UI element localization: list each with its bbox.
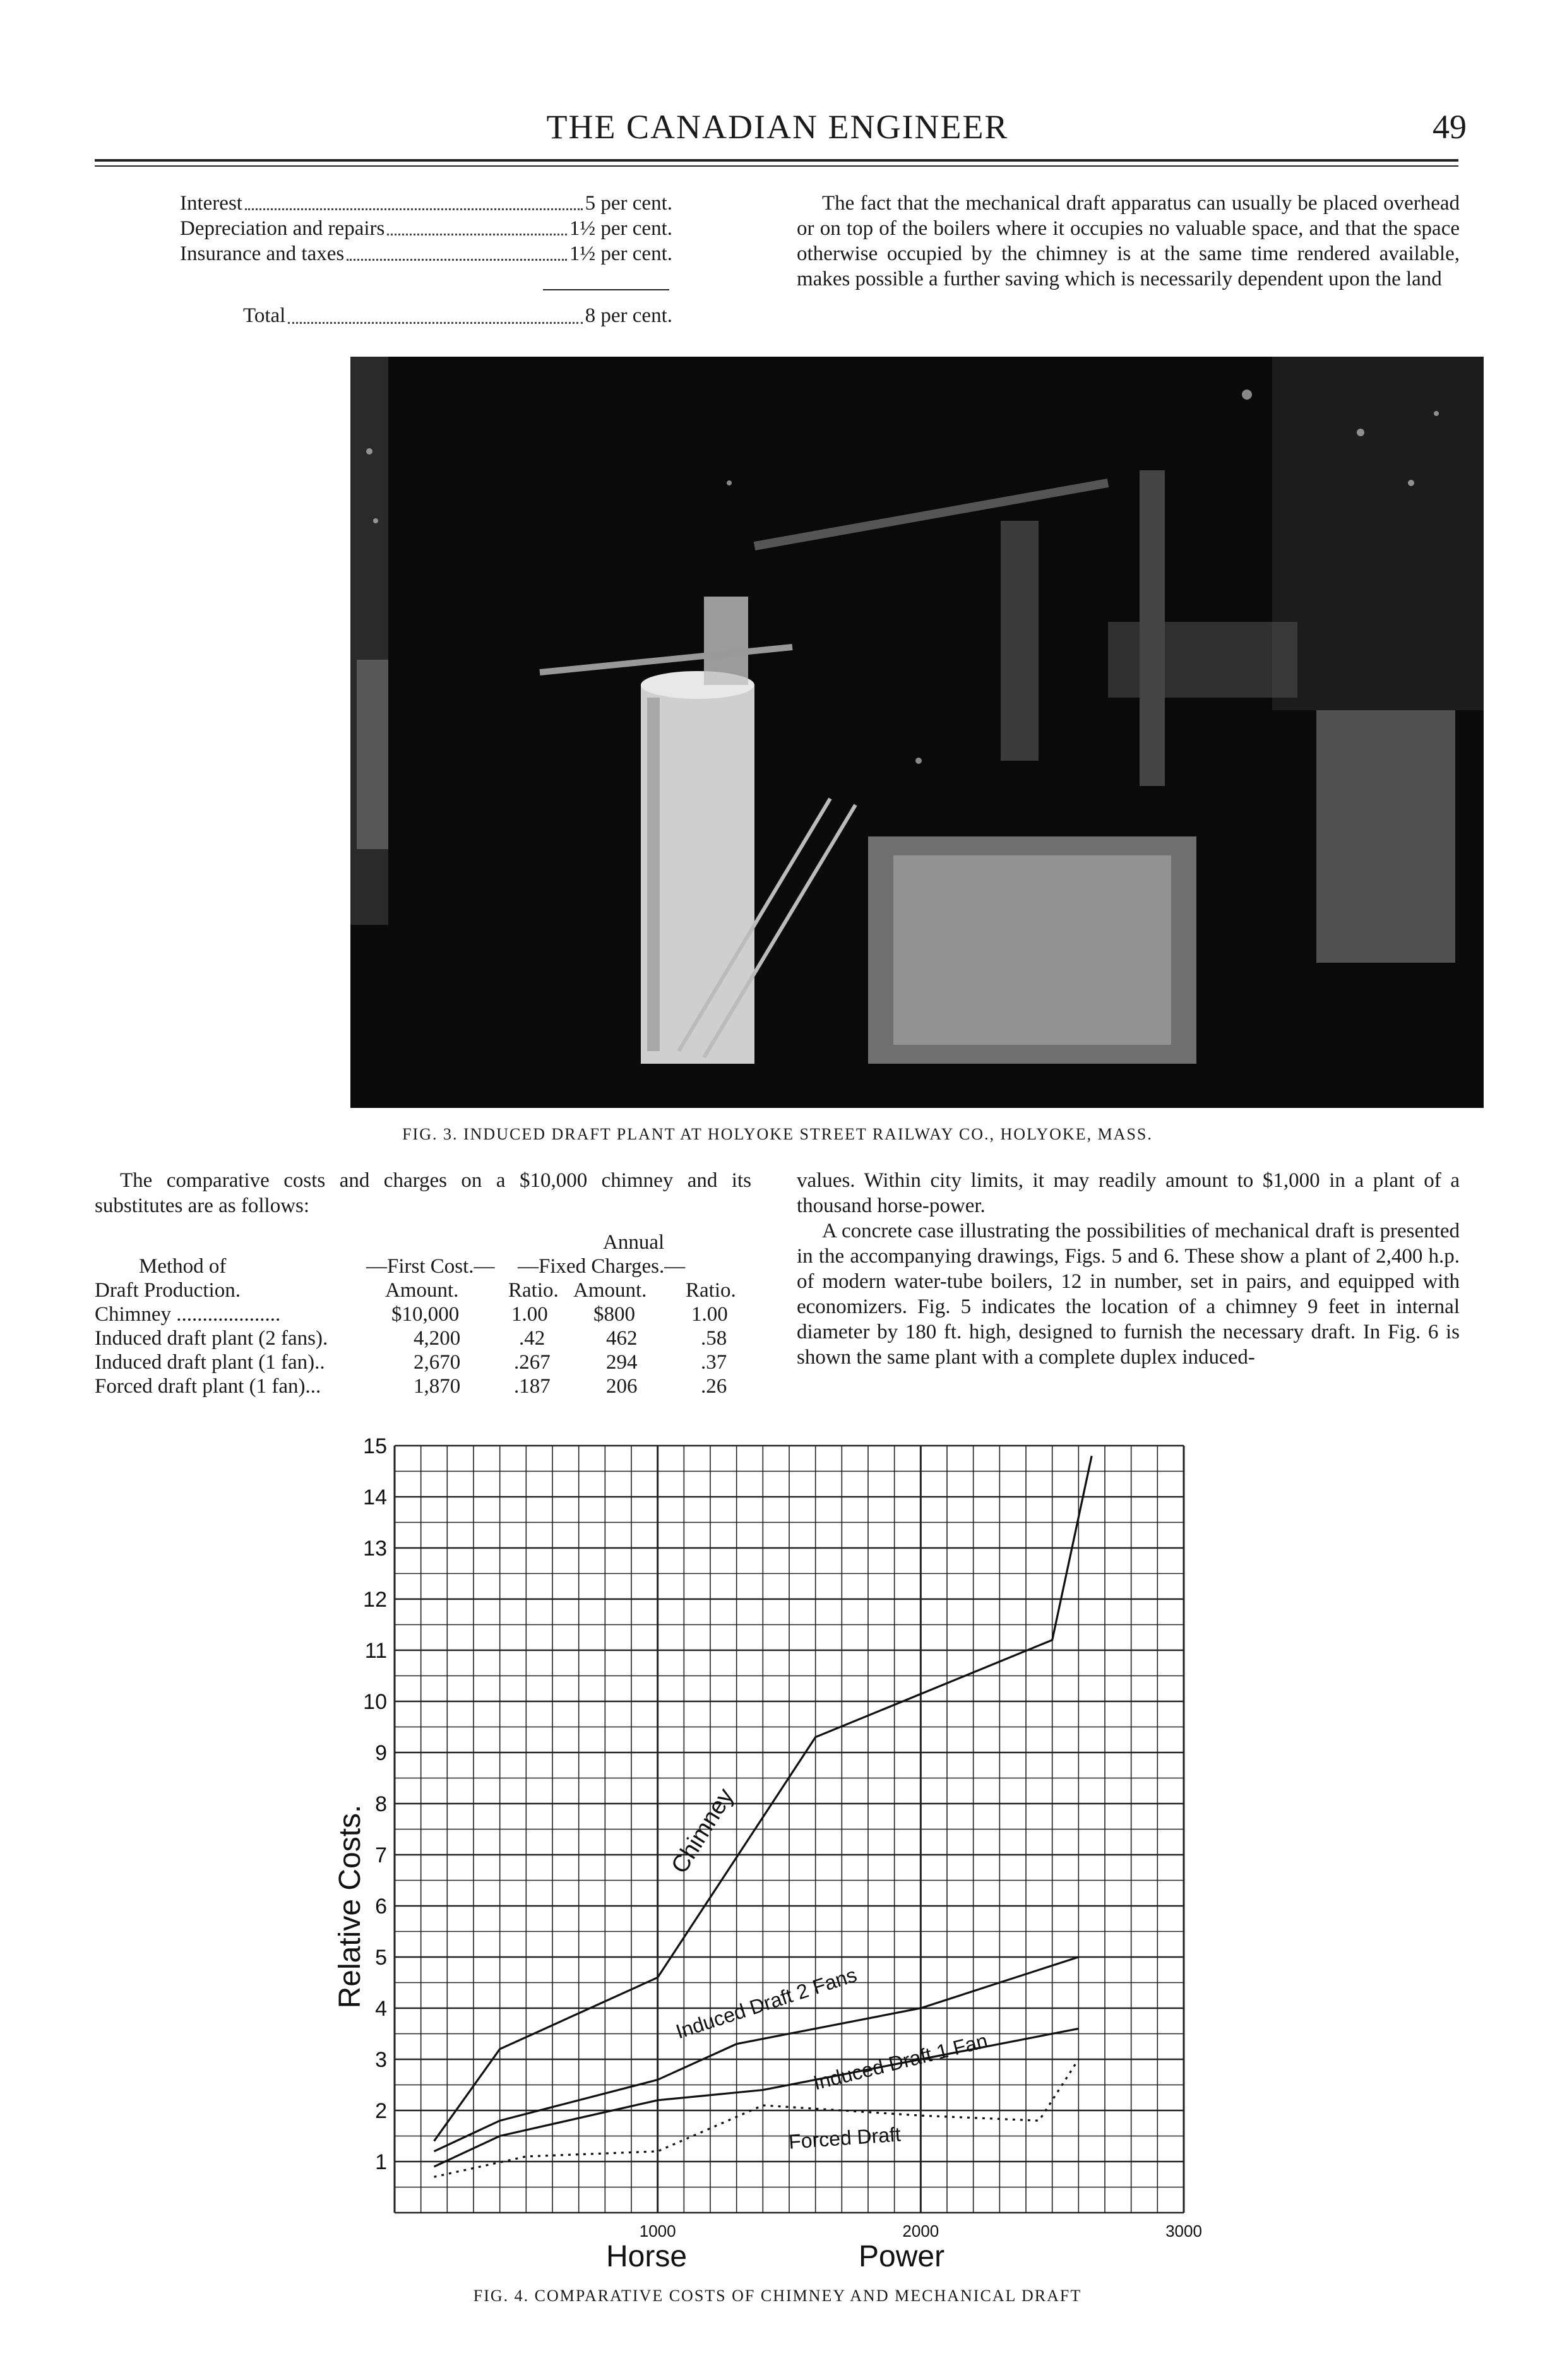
cost-item-value: 1½ per cent.: [569, 242, 672, 265]
figure-4-caption: FIG. 4. COMPARATIVE COSTS OF CHIMNEY AND MECHANICAL DRAFT: [473, 2287, 1082, 2305]
chart-curve-labels: [666, 1784, 989, 2153]
total-rule: [543, 289, 669, 290]
series-line-4: [434, 2059, 1079, 2177]
paragraph-top-right: [797, 191, 1460, 292]
curve-label-3: Induced Draft 1 Fan: [811, 2029, 990, 2095]
y-axis-label: Relative Costs.: [333, 1804, 367, 2009]
chart-grid: [395, 1446, 1184, 2213]
induced-draft-plant-photo: [350, 357, 1484, 1108]
cost-list: [180, 191, 672, 266]
y-tick-label: 15: [363, 1434, 387, 1458]
table-header-method: Draft Production.: [95, 1279, 241, 1302]
table-cell-ratio: 1.00: [511, 1303, 548, 1326]
table-cell-method: Induced draft plant (1 fan)..: [95, 1351, 325, 1374]
relative-costs-chart: [333, 1427, 1206, 2273]
table-header-ratio: Ratio.: [686, 1279, 736, 1302]
cost-item-label: Insurance and taxes: [180, 242, 345, 265]
cost-list-item: [180, 191, 672, 216]
paragraph-text: values. Within city limits, it may readily amount to $1,000 in a plant of a thousand horse-power.: [797, 1169, 1460, 1217]
table-cell-fixed-ratio: .58: [701, 1327, 727, 1350]
table-cell-fixed-amount: $800: [593, 1303, 635, 1326]
x-tick-label: 3000: [1165, 2222, 1202, 2240]
table-cell-fixed-ratio: 1.00: [691, 1303, 728, 1326]
y-tick-label: 3: [375, 2048, 387, 2072]
x-axis-label: Horse Power: [606, 2240, 945, 2273]
table-cell-fixed-amount: 294: [606, 1351, 638, 1374]
y-tick-label: 13: [363, 1537, 387, 1561]
y-tick-label: 8: [375, 1792, 387, 1816]
series-line-2: [434, 1957, 1079, 2151]
y-tick-label: 10: [363, 1690, 387, 1714]
y-tick-label: 4: [375, 1997, 387, 2021]
figure-3-caption: FIG. 3. INDUCED DRAFT PLANT AT HOLYOKE STREET RAILWAY CO., HOLYOKE, MASS.: [402, 1125, 1153, 1143]
table-header-ratio: Ratio.: [508, 1279, 559, 1302]
y-tick-label: 11: [364, 1639, 387, 1663]
cost-item-label: Depreciation and repairs: [180, 217, 385, 240]
cost-list-item: [180, 241, 672, 266]
chart-axis-ticks: [363, 1434, 1202, 2240]
cost-list-item: [180, 216, 672, 241]
cost-total-label: Total: [243, 304, 286, 327]
y-tick-label: 14: [363, 1485, 387, 1509]
cost-total-value: 8 per cent.: [585, 304, 672, 327]
table-cell-fixed-amount: 462: [606, 1327, 638, 1350]
running-head: THE CANADIAN ENGINEER: [546, 108, 1009, 146]
table-header-annual: Annual: [603, 1231, 665, 1254]
table-cell-amount: $10,000: [391, 1303, 460, 1326]
table-cell-fixed-ratio: .37: [701, 1351, 727, 1374]
header-rule: [95, 159, 1458, 162]
photo-illustration: [350, 357, 1484, 1108]
y-tick-label: 6: [375, 1895, 387, 1919]
paragraph-text: The fact that the mechanical draft apparatus can usually be placed overhead or on top of the boilers where it occupies no valuable space, and that the space otherwise occupied by the chimney is at the same time rendered available, makes possible a further saving which is necessarily dependent upon the land: [797, 192, 1460, 290]
curve-label-4: Forced Draft: [787, 2122, 902, 2153]
cost-item-value: 5 per cent.: [585, 192, 672, 215]
table-header-amount: Amount.: [573, 1279, 647, 1302]
y-tick-label: 12: [363, 1588, 387, 1612]
header-rule-2: [95, 165, 1458, 167]
table-header-fixed-charges: —Fixed Charges.—: [518, 1255, 686, 1278]
x-tick-label: 2000: [902, 2222, 939, 2240]
table-cell-method: Forced draft plant (1 fan)...: [95, 1375, 321, 1398]
page-number: 49: [1433, 108, 1467, 146]
table-cell-method: Induced draft plant (2 fans).: [95, 1327, 328, 1350]
table-header-method: Method of: [139, 1255, 227, 1278]
leader-dots: [288, 304, 582, 324]
x-tick-label: 1000: [639, 2222, 676, 2240]
table-cell-amount: 4,200: [414, 1327, 461, 1350]
y-tick-label: 1: [375, 2150, 387, 2174]
table-cell-ratio: .187: [514, 1375, 551, 1398]
y-tick-label: 9: [375, 1741, 387, 1765]
table-cell-fixed-amount: 206: [606, 1375, 638, 1398]
table-cell-fixed-ratio: .26: [701, 1375, 727, 1398]
table-header-first-cost: —First Cost.—: [366, 1255, 495, 1278]
table-cell-ratio: .267: [514, 1351, 551, 1374]
cost-item-label: Interest: [180, 192, 242, 215]
cost-item-value: 1½ per cent.: [569, 217, 672, 240]
table-cell-ratio: .42: [519, 1327, 545, 1350]
paragraph-text: The comparative costs and charges on a $10,000 chimney and its substitutes are as follows:: [95, 1169, 751, 1217]
paragraph-left: [95, 1168, 751, 1218]
leader-dots: [245, 191, 583, 210]
paragraph-right: [797, 1168, 1460, 1370]
table-cell-method: Chimney ....................: [95, 1303, 281, 1326]
y-tick-label: 5: [375, 1946, 387, 1970]
curve-label-2: Induced Draft 2 Fans: [673, 1963, 860, 2044]
table-cell-amount: 1,870: [414, 1375, 461, 1398]
leader-dots: [347, 241, 567, 261]
cost-total: [243, 304, 672, 328]
table-cell-amount: 2,670: [414, 1351, 461, 1374]
paragraph-block: [797, 1218, 1460, 1370]
table-header-amount: Amount.: [385, 1279, 459, 1302]
y-tick-label: 2: [375, 2099, 387, 2123]
y-tick-label: 7: [375, 1843, 387, 1867]
curve-label-1: Chimney: [666, 1783, 739, 1879]
paragraph-text: A concrete case illustrating the possibilities of mechanical draft is presented in the accompanying drawings, Figs. 5 and 6. These show a plant of 2,400 h.p. of modern water-tube boilers, 12 in number, set in pairs, and equipped with economizers. Fig. 5 indicates the location of a chimney 9 feet in internal diameter by 180 ft. high, designed to furnish the necessary draft. In Fig. 6 is shown the same plant with a complete duplex induced-: [797, 1220, 1460, 1369]
leader-dots: [387, 216, 567, 235]
